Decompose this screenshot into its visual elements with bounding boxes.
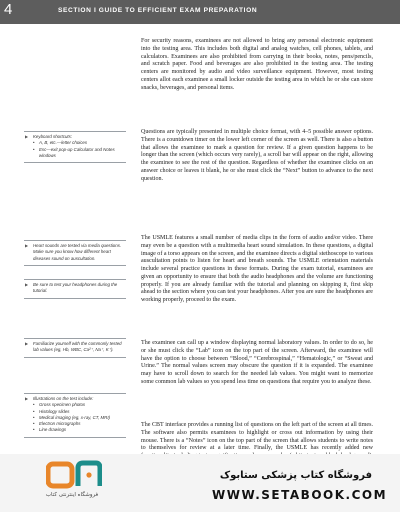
arrow-icon: ▶ [25, 134, 29, 139]
list-item: • Histology slides [33, 409, 126, 415]
list-item: • Medical imaging (eg, x-ray, CT, MRI) [33, 415, 126, 421]
page-number: 4 [4, 1, 13, 18]
arrow-icon: ▶ [25, 341, 29, 346]
sidebar-note-title: Illustrations on the test include: [33, 396, 94, 401]
list-item: • Line drawings [33, 427, 126, 433]
setabook-logo [6, 458, 102, 508]
list-item: • A, B, etc.—letter choices [33, 140, 126, 146]
body-paragraph: The examinee can call up a window displaying normal laboratory values. In order to do so, he or she must click the “Lab” icon on the top part of the screen. Afterward, the examinee will have the option to choose between “Blood,” “Cerebrospinal,” “Hematologic,” or “Sweat and Urine.” The normal values screen may obscure the question if it is expanded. The examinee may have to scroll down to search for the needed lab values. You might want to memorize some common lab values so you spend less time on questions that require you to analyze these. [141, 340, 373, 385]
sidebar-note-lab-values [24, 338, 126, 358]
list-item: • Gross specimen photos [33, 402, 126, 408]
arrow-icon: ▶ [25, 282, 29, 287]
logo-subtitle: فروشگاه اینترنتی کتاب [45, 492, 99, 498]
body-paragraph: The CBT interface provides a running list of questions on the left part of the screen at all times. The software also permits examinees to highlight or cross out information by using their mouse. There is a “Notes” icon on the top part of the screen that allows students to write notes to themselves for review at a later time. Finally, the USMLE has recently added new [141, 422, 373, 452]
sidebar-note-text: Be sure to test your headphones during the tutorial. [33, 282, 118, 294]
sidebar-note-keyboard-shortcuts [24, 131, 126, 163]
sidebar-note-title: Keyboard shortcuts: [33, 134, 73, 139]
setabook-logo-mark [46, 458, 102, 492]
running-title: SECTION I GUIDE TO EFFICIENT EXAM PREPARATION [58, 7, 258, 14]
sidebar-note-headphones [24, 279, 126, 299]
sidebar-note-illustrations [24, 393, 126, 438]
footer-website[interactable]: WWW.SETABOOK.COM [212, 488, 388, 502]
sidebar-note-text: Heart sounds are tested via media questions. Make sure you know how different heart diseases sound on auscultation. [33, 243, 122, 261]
sidebar-note-text: Familiarize yourself with the commonly tested lab values (eg, Hb, WBC, Ca²⁺, Na⁺, K⁺). [33, 341, 122, 353]
footer-persian-title: فروشگاه کتاب پزشکی ستابوک [219, 470, 372, 481]
sidebar-note-heart-sounds [24, 240, 126, 266]
arrow-icon: ▶ [25, 396, 29, 401]
body-paragraph: For security reasons, examinees are not allowed to bring any personal electronic equipment into the testing area. This includes both digital and analog watches, cell phones, tablets, and calculators. Examinees are also prohibited from carrying in their books, notes, pens/pencils, and scratch paper. Food and beverages are also prohibited in the testing area. The testing centers are monitored by audio and video surveillance equipment. However, most testing centers allot each examinee a small locker outside the testing area in which he or she can store snacks, beverages, and personal items. [141, 38, 373, 91]
arrow-icon: ▶ [25, 243, 29, 248]
body-paragraph: The USMLE features a small number of media clips in the form of audio and/or video. There may even be a question with a multimedia heart sound simulation. In these questions, a digital image of a torso appears on the screen, and the examinee directs a digital stethoscope to various auscultation points to listen for heart and breath sounds. The USMLE orientation materials include several practice questions in these formats. During the exam tutorial, examinees are given an opportunity to ensure that both the audio headphones and the volume are functioning properly. If you are already familiar with the tutorial and planning on skipping it, first skip ahead to the section where you can test your headphones. After you are sure the headphones are working properly, proceed to the exam. [141, 235, 373, 303]
list-item: • Electron micrographs [33, 421, 126, 427]
list-item: • Esc—exit pop-up Calculator and Notes windows [33, 147, 126, 160]
body-paragraph: Questions are typically presented in multiple choice format, with 4–5 possible answer options. There is a countdown timer on the lower left corner of the screen as well. There is also a button that allows the examinee to mark a question for review. If a given question happens to be longer than the screen (which occurs very rarely), a scroll bar will appear on the right, allowing the examinee to see the rest of the question. Regardless of whether the examinee clicks on an answer choice or leaves it blank, he or she must click the “Next” button to advance to the next question. [141, 129, 373, 182]
running-header-bar [0, 0, 400, 24]
